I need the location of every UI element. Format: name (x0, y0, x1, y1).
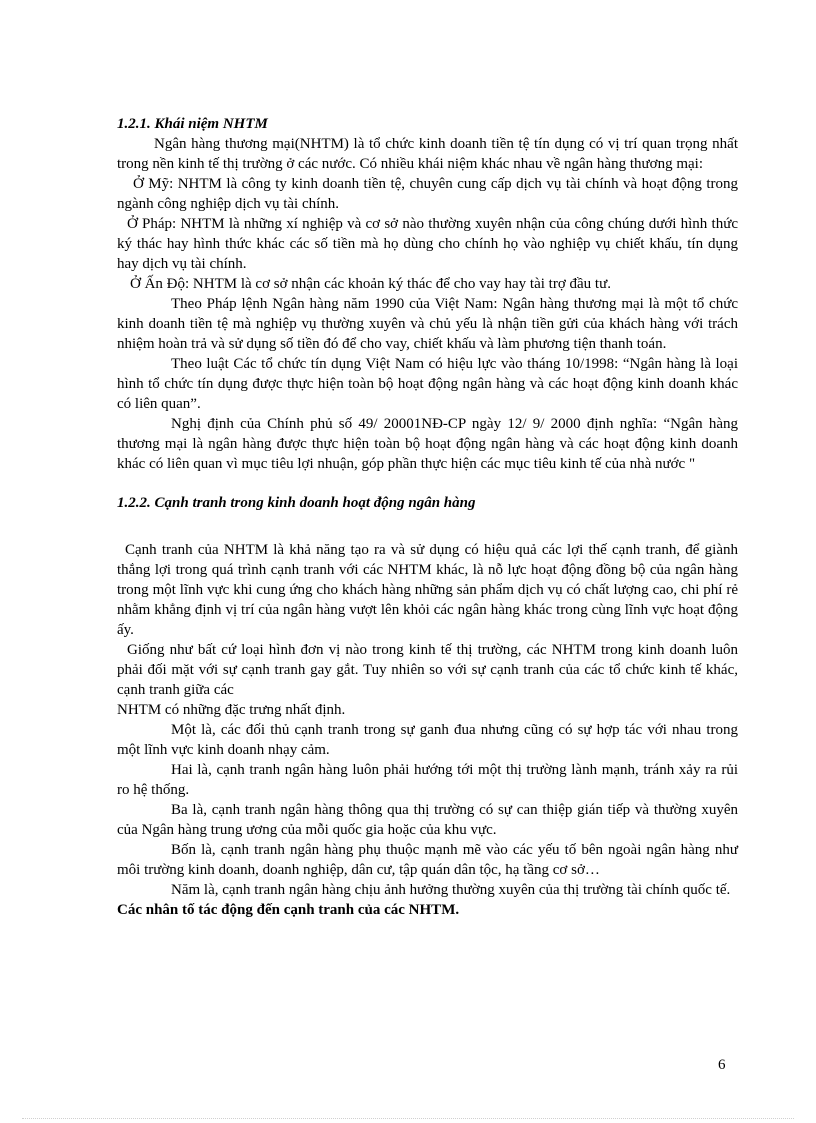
paragraph-feature-three: Ba là, cạnh tranh ngân hàng thông qua thị trường có sự can thiệp gián tiếp và thường xuyên của Ngân hàng trung ương của mỗi quốc gia hoặc của khu vực. (117, 802, 738, 838)
paragraph-feature-one: Một là, các đối thủ cạnh tranh trong sự ganh đua nhưng cũng có sự hợp tác với nhau trong một lĩnh vực kinh doanh nhạy cảm. (117, 722, 738, 758)
paragraph-definition-usa: Ở Mỹ: NHTM là công ty kinh doanh tiền tệ, chuyên cung cấp dịch vụ tài chính và hoạt động trong ngành công nghiệp dịch vụ tài chính. (117, 176, 738, 212)
paragraph-definition-france: Ở Pháp: NHTM là những xí nghiệp và cơ sở nào thường xuyên nhận của công chúng dưới hình thức ký thác hay hình thức khác các số tiền mà họ dùng cho chính họ vào nghiệp vụ chiết khấu, tín dụng hay dịch vụ tài chính. (117, 216, 738, 272)
paragraph-definition-ordinance-1990: Theo Pháp lệnh Ngân hàng năm 1990 của Việt Nam: Ngân hàng thương mại là một tổ chức kinh doanh tiền tệ mà nghiệp vụ thường xuyên và chủ yếu là nhận tiền gửi của khách hàng với trách nhiệm hoàn trả và sử dụng số tiền đó để cho vay, chiết khấu và làm phương tiện thanh toán. (117, 296, 738, 352)
paragraph-definition-intro: Ngân hàng thương mại(NHTM) là tổ chức kinh doanh tiền tệ tín dụng có vị trí quan trọng nhất trong nền kinh tế thị trường ở các nước. Có nhiều khái niệm khác nhau về ngân hàng thương mại: (117, 136, 738, 172)
page-number: 6 (718, 1057, 726, 1073)
paragraph-definition-india: Ở Ấn Độ: NHTM là cơ sở nhận các khoản ký thác để cho vay hay tài trợ đầu tư. (130, 276, 611, 292)
paragraph-feature-two: Hai là, cạnh tranh ngân hàng luôn phải hướng tới một thị trường lành mạnh, tránh xảy ra rủi ro hệ thống. (117, 762, 738, 798)
paragraph-competition-context: Giống như bất cứ loại hình đơn vị nào trong kinh tế thị trường, các NHTM trong kinh doanh luôn phải đối mặt với sự cạnh tranh gay gắt. Tuy nhiên so với sự cạnh tranh của các tổ chức kinh tế khác, cạnh tranh giữa các (117, 642, 738, 698)
page-content (117, 114, 738, 920)
paragraph-definition-law-1998: Theo luật Các tổ chức tín dụng Việt Nam có hiệu lực vào tháng 10/1998: “Ngân hàng là loại hình tổ chức tín dụng được thực hiện toàn bộ hoạt động ngân hàng và các hoạt động kinh doanh khác có liên quan”. (117, 356, 738, 412)
section-heading-1-2-2: 1.2.2. Cạnh tranh trong kinh doanh hoạt động ngân hàng (117, 495, 476, 511)
section-spacer (117, 513, 738, 540)
paragraph-competition-definition: Cạnh tranh của NHTM là khả năng tạo ra và sử dụng có hiệu quả các lợi thế cạnh tranh, để giành thắng lợi trong quá trình cạnh tranh với các NHTM khác, là nỗ lực hoạt động đồng bộ của ngân hàng trong một lĩnh vực khi cung ứng cho khách hàng những sản phẩm dịch vụ có chất lượng cao, chi phí rẻ nhằm khẳng định vị trí của ngân hàng vượt lên khỏi các ngân hàng khác trong cùng lĩnh vực hoạt động ấy. (117, 542, 738, 638)
paragraph-competition-features: NHTM có những đặc trưng nhất định. (117, 702, 346, 718)
section-heading-1-2-1: 1.2.1. Khái niệm NHTM (117, 116, 268, 132)
page-bottom-divider (22, 1118, 794, 1119)
paragraph-definition-decree-49: Nghị định của Chính phủ số 49/ 20001NĐ-CP ngày 12/ 9/ 2000 định nghĩa: “Ngân hàng thương mại là ngân hàng được thực hiện toàn bộ hoạt động ngân hàng và các hoạt động kinh doanh khác có liên quan vì mục tiêu lợi nhuận, góp phần thực hiện các mục tiêu kinh tế của nhà nước " (117, 416, 738, 472)
closing-bold-heading: Các nhân tố tác động đến cạnh tranh của các NHTM. (117, 902, 460, 918)
paragraph-feature-four: Bốn là, cạnh tranh ngân hàng phụ thuộc mạnh mẽ vào các yếu tố bên ngoài ngân hàng như môi trường kinh doanh, doanh nghiệp, dân cư, tập quán dân tộc, hạ tầng cơ sở… (117, 842, 738, 878)
paragraph-feature-five: Năm là, cạnh tranh ngân hàng chịu ảnh hưởng thường xuyên của thị trường tài chính quốc tế. (171, 882, 731, 898)
